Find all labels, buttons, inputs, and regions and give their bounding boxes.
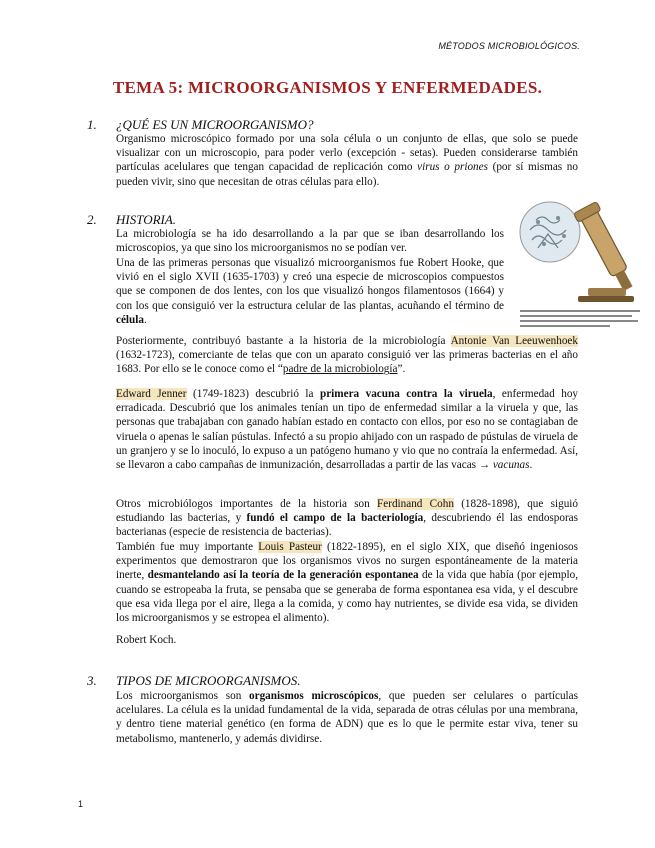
history-paragraph-pasteur: También fue muy importante Louis Pasteur (1822-1895), en el siglo XIX, que diseñó ingeniosos experimentos que demostraron que los organismos vivos no surgen espontáneamente de la materia inerte, desmantelando así la teoría de la generación espontanea de la vida que había (por ejemplo, cuando se estropeaba la fruta, se pensaba que se generaba de forma espontanea esa vida, y el descubre que esa vida llega por el aire, llega a la comida, y como hay nutrientes, se divide esa vida, se dividen los microorganismos y se estropea el alimento). [116,541,579,625]
section-2-number: 2. [87,212,97,227]
name-highlight-leeuwenhoek: Antonie Van Leeuwenhoek [450,335,578,347]
history-paragraph-hooke: Una de las primeras personas que visualizó microorganismos fue Robert Hooke, que vivió en el siglo XVII (1635-1703) y creó una especie de microscopios compuestos que se componen de dos lentes, con los que visualizó hongos filamentosos (1664) y con los que consiguió ver la estructura celular de las plantas, acuñando el término de célula. [116,257,504,326]
microscope-illustration-icon [518,196,642,334]
section-3-title: TIPOS DE MICROORGANISMOS. [116,673,301,688]
section-3-number: 3. [87,673,97,688]
section-1-number: 1. [87,117,97,132]
section-2-title: HISTORIA. [116,212,177,227]
history-paragraph-leeuwenhoek: Posteriormente, contribuyó bastante a la historia de la microbiología Antonie Van Leeuwenhoek (1632-1723), comerciante de telas que con un aparato consiguió ver las primeras bacterias en el año 1683. Por ello se le conoce como el “padre de la microbiología”. [116,335,578,376]
history-paragraph-cohn: Otros microbiólogos importantes de la historia son Ferdinand Cohn (1828-1898), que siguió estudiando las bacterias, y fundó el campo de la bacteriología, descubriendo él las endosporas bacterianas (especie de resistencia de bacterias). [116,498,579,539]
running-header: MÉTODOS MICROBIOLÓGICOS. [438,41,580,51]
history-paragraph-koch: Robert Koch. [116,634,177,646]
history-paragraph-jenner: Edward Jenner (1749-1823) descubrió la primera vacuna contra la viruela, enfermedad hoy erradicada. Descubrió que los animales tenían un tipo de enfermedad similar a la viruela y que, las personas que trabajaban con ganado habían estado en contacto con ellos, por eso no se contagiaban de viruela o apenas le salían pústulas. Infectó a su propio ahijado con un raspado de pústulas de viruela de un granjero y se lo inoculó, lo expuso a un patógeno humano y vio que no contraía la enfermedad. Así, se llevaron a cabo campañas de inmunización, desarrolladas a partir de las vacas → vacunas. [116,388,579,472]
section-1-paragraph: Organismo microscópico formado por una sola célula o un conjunto de ellas, que solo se puede visualizar con un microscopio, para poder verlo (excepción - setas). Pueden considerarse también partículas acelulares que tengan capacidad de replicación como virus o priones (por sí mismas no pueden vivir, sino que necesitan de otras células para ello). [116,133,578,188]
history-paragraph-1: La microbiología se ha ido desarrollando a la par que se iban desarrollando los microscopios, ya que sino los microorganismos no se podían ver. [116,228,504,255]
name-highlight-jenner: Edward Jenner [116,388,187,400]
name-highlight-cohn: Ferdinand Cohn [377,498,454,510]
section-1-title: ¿QUÉ ES UN MICROORGANISMO? [116,117,314,132]
page-title: TEMA 5: MICROORGANISMOS Y ENFERMEDADES. [112,78,543,97]
name-highlight-pasteur: Louis Pasteur [258,541,322,553]
section-3-paragraph: Los microorganismos son organismos microscópicos, que pueden ser celulares o partículas acelulares. La célula es la unidad fundamental de la vida, separada de otras células por una membrana, y dentro tiene material genético (en forma de ADN) que es lo que le permite estar viva, tener su metabolismo, mantenerlo, y además dividirse. [116,690,578,745]
page-number: 1 [78,799,84,809]
